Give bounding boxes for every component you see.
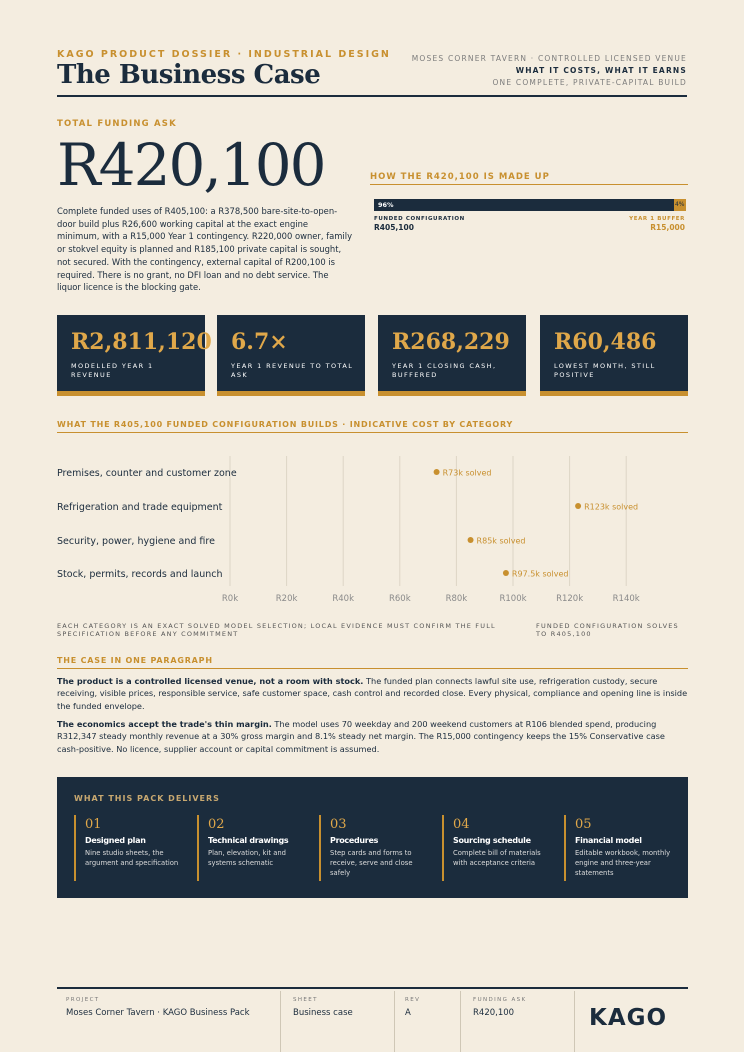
deliverable-title: Financial model <box>575 836 642 845</box>
data-label: R73k solved <box>442 468 492 478</box>
kpi-label: YEAR 1 REVENUE TO TOTAL ASK <box>231 362 354 379</box>
x-tick-label: R60k <box>388 594 411 604</box>
made-up-rule <box>370 184 688 185</box>
kpi-value: R2,811,120 <box>71 329 212 355</box>
footer-rev-label: REV <box>405 997 421 1003</box>
deliverable-number: 03 <box>330 817 347 832</box>
bar-funded-segment: 96% <box>374 199 674 211</box>
deliverable-desc: Editable workbook, monthly engine and three-year statements <box>575 849 671 877</box>
footer-separator <box>394 991 395 1052</box>
deliverable-number: 04 <box>453 817 470 832</box>
footer-rule <box>57 987 688 989</box>
footer-project-label: PROJECT <box>66 997 100 1003</box>
deliverable-title: Procedures <box>330 836 379 845</box>
case-section-label: THE CASE IN ONE PARAGRAPH <box>57 656 213 665</box>
deliverable-desc: Step cards and forms to receive, serve and close safely <box>330 849 413 877</box>
kago-logo: KAGO <box>589 1005 668 1031</box>
made-up-label: HOW THE R420,100 IS MADE UP <box>370 172 550 182</box>
cost-point <box>575 503 581 509</box>
cost-rule <box>57 432 688 433</box>
paragraph-body: The model uses 70 weekday and 200 weekend customers at R106 blended spend, producing R312,347 steady monthly revenue at a 30% gross margin and 8.1% steady net margin. The R15,000 contingency keeps the 15% Conservative case cash-positive. No licence, supplier account or capital commitment is assumed. <box>57 719 665 754</box>
cost-point <box>503 570 509 576</box>
tagline: WHAT IT COSTS, WHAT IT EARNS <box>515 66 687 75</box>
deliverables-label: WHAT THIS PACK DELIVERS <box>74 794 220 803</box>
kpi-label: YEAR 1 CLOSING CASH, BUFFERED <box>392 362 497 379</box>
cost-note: EACH CATEGORY IS AN EXACT SOLVED MODEL SELECTION; LOCAL EVIDENCE MUST CONFIRM THE FULL SPECIFICATION BEFORE ANY COMMITMENT <box>57 622 496 638</box>
footer-sheet-label: SHEET <box>293 997 318 1003</box>
data-label: R97.5k solved <box>511 569 569 579</box>
footer-separator <box>280 991 281 1052</box>
kpi-card-revenue <box>57 315 212 396</box>
category-label: Stock, permits, records and launch <box>57 569 223 580</box>
x-tick-label: R0k <box>221 594 239 604</box>
case-paragraph-2 <box>57 718 688 755</box>
paragraph-lead: The product is a controlled licensed venue, not a room with stock. <box>57 676 364 686</box>
case-paragraph-1 <box>57 675 688 712</box>
kpi-card-multiple <box>217 315 365 396</box>
made-up-bar <box>374 199 686 211</box>
x-tick-label: R80k <box>445 594 468 604</box>
paragraph-lead: The economics accept the trade's thin margin. <box>57 719 272 729</box>
category-label: Refrigeration and trade equipment <box>57 502 223 513</box>
header-rule <box>57 95 687 97</box>
case-rule <box>57 668 688 669</box>
brand-line: KAGO PRODUCT DOSSIER · INDUSTRIAL DESIGN <box>57 49 391 60</box>
cost-point <box>434 469 440 475</box>
deliverable-item <box>74 815 184 881</box>
kpi-label: MODELLED YEAR 1 REVENUE <box>71 362 154 379</box>
x-tick-label: R140k <box>612 594 640 604</box>
kpi-card-closing-cash <box>378 315 526 396</box>
page-title: The Business Case <box>57 60 321 90</box>
deliverable-title: Technical drawings <box>208 836 289 845</box>
bar-buffer-segment: 4% <box>674 199 686 211</box>
buffer-value: R15,000 <box>650 223 685 232</box>
footer-separator <box>574 991 575 1052</box>
deliverable-title: Designed plan <box>85 836 146 845</box>
funding-description: Complete funded uses of R405,100: a R378,500 bare-site-to-open-door build plus R26,600 working capital at the exact engine minimum, with a R15,000 Year 1 contingency. R220,000 owner, family or stokvel equity is planned and R185,100 private capital is sought, not secured. With the contingency, external capital of R200,100 is required. There is no grant, no DFI loan and no debt service. The liquor licence is the blocking gate. <box>57 206 353 293</box>
kpi-card-lowest-month <box>540 315 688 396</box>
paragraph-body: The funded plan connects lawful site use, refrigeration custody, secure receiving, visible prices, responsible service, safe customer space, cash control and recorded close. Every physical, compliance and opening line is inside the funded envelope. <box>57 676 688 711</box>
category-label: Premises, counter and customer zone <box>57 468 237 479</box>
footer-project-value: Moses Corner Tavern · KAGO Business Pack <box>66 1008 250 1018</box>
kpi-value: R60,486 <box>554 329 657 355</box>
footer-rev-value: A <box>405 1008 411 1018</box>
funding-ask-amount: R420,100 <box>57 131 325 199</box>
cost-total-note: FUNDED CONFIGURATION SOLVES TO R405,100 <box>536 622 679 638</box>
funded-config-value: R405,100 <box>374 223 414 232</box>
footer-sheet-value: Business case <box>293 1008 353 1018</box>
x-tick-label: R100k <box>499 594 527 604</box>
x-tick-label: R120k <box>556 594 584 604</box>
data-label: R123k solved <box>584 502 639 512</box>
deliverable-item <box>319 815 429 881</box>
build-line: ONE COMPLETE, PRIVATE-CAPITAL BUILD <box>492 78 687 87</box>
funded-config-label: FUNDED CONFIGURATION <box>374 216 465 222</box>
footer-ask-label: FUNDING ASK <box>473 997 527 1003</box>
kpi-value: R268,229 <box>392 329 510 355</box>
kpi-label: LOWEST MONTH, STILL POSITIVE <box>554 362 656 379</box>
deliverable-desc: Plan, elevation, kit and systems schematic <box>208 849 286 867</box>
deliverable-desc: Nine studio sheets, the argument and specification <box>85 849 179 867</box>
deliverable-item <box>564 815 674 881</box>
cost-section-label: WHAT THE R405,100 FUNDED CONFIGURATION BUILDS · INDICATIVE COST BY CATEGORY <box>57 420 514 429</box>
deliverable-number: 01 <box>85 817 102 832</box>
data-label: R85k solved <box>476 536 526 546</box>
cost-point <box>468 537 474 543</box>
footer-separator <box>460 991 461 1052</box>
kpi-value: 6.7× <box>231 329 288 355</box>
deliverable-number: 02 <box>208 817 225 832</box>
deliverable-item <box>442 815 552 881</box>
x-tick-label: R20k <box>275 594 298 604</box>
deliverable-title: Sourcing schedule <box>453 836 531 845</box>
deliverable-item <box>197 815 307 881</box>
venue-line: MOSES CORNER TAVERN · CONTROLLED LICENSED VENUE <box>411 54 687 63</box>
x-tick-label: R40k <box>332 594 355 604</box>
cost-chart <box>57 450 688 610</box>
deliverable-number: 05 <box>575 817 592 832</box>
buffer-label: YEAR 1 BUFFER <box>629 216 685 222</box>
deliverable-desc: Complete bill of materials with acceptance criteria <box>453 849 541 867</box>
footer-ask-value: R420,100 <box>473 1008 515 1018</box>
category-label: Security, power, hygiene and fire <box>57 536 215 547</box>
funding-ask-label: TOTAL FUNDING ASK <box>57 119 177 129</box>
